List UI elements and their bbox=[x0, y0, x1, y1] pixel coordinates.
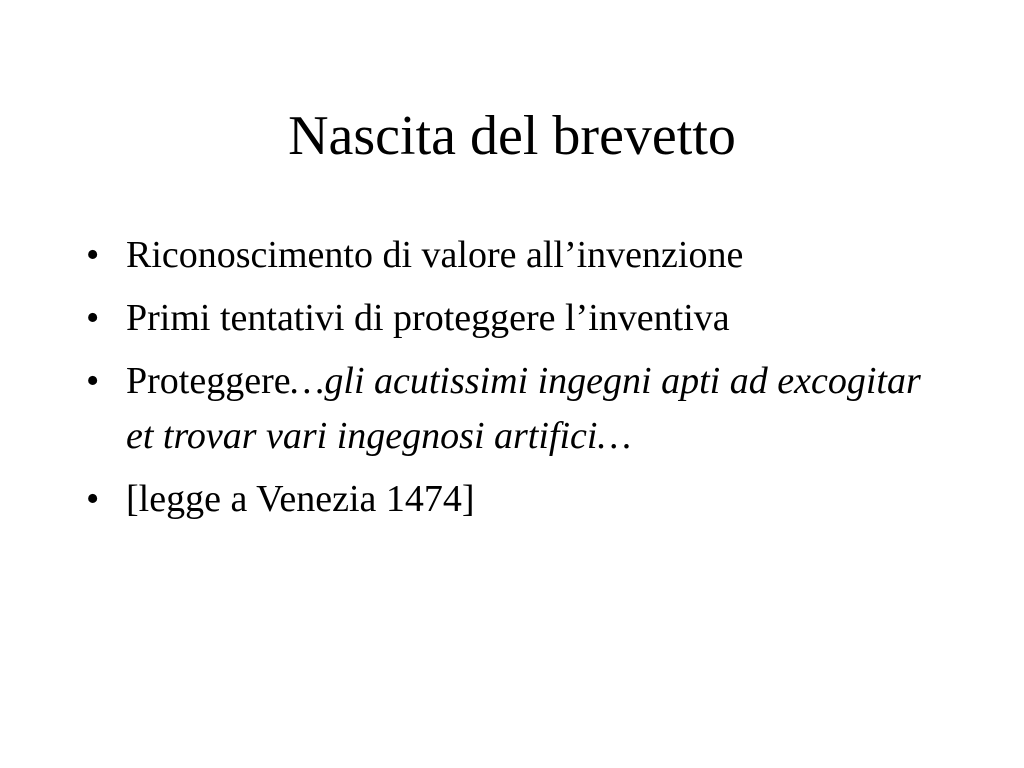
bullet-item bbox=[86, 472, 946, 527]
bullet-list bbox=[86, 228, 946, 535]
bullet-item bbox=[86, 354, 946, 464]
bullet-text-prefix: Proteggere bbox=[126, 360, 291, 402]
slide-title: Nascita del brevetto bbox=[288, 105, 736, 167]
bullet-icon: • bbox=[86, 234, 100, 276]
bullet-item bbox=[86, 291, 946, 346]
bullet-text-italic-quote: …gli acutissimi ingegni apti ad excogitar et trovar vari ingegnosi artifici… bbox=[126, 360, 921, 457]
bullet-text: [legge a Venezia 1474] bbox=[126, 478, 475, 520]
bullet-text: Riconoscimento di valore all’invenzione bbox=[126, 234, 744, 276]
bullet-icon: • bbox=[86, 297, 100, 339]
bullet-icon: • bbox=[86, 478, 100, 520]
bullet-text: Primi tentativi di proteggere l’inventiva bbox=[126, 297, 730, 339]
bullet-icon: • bbox=[86, 360, 100, 402]
bullet-item bbox=[86, 228, 946, 283]
